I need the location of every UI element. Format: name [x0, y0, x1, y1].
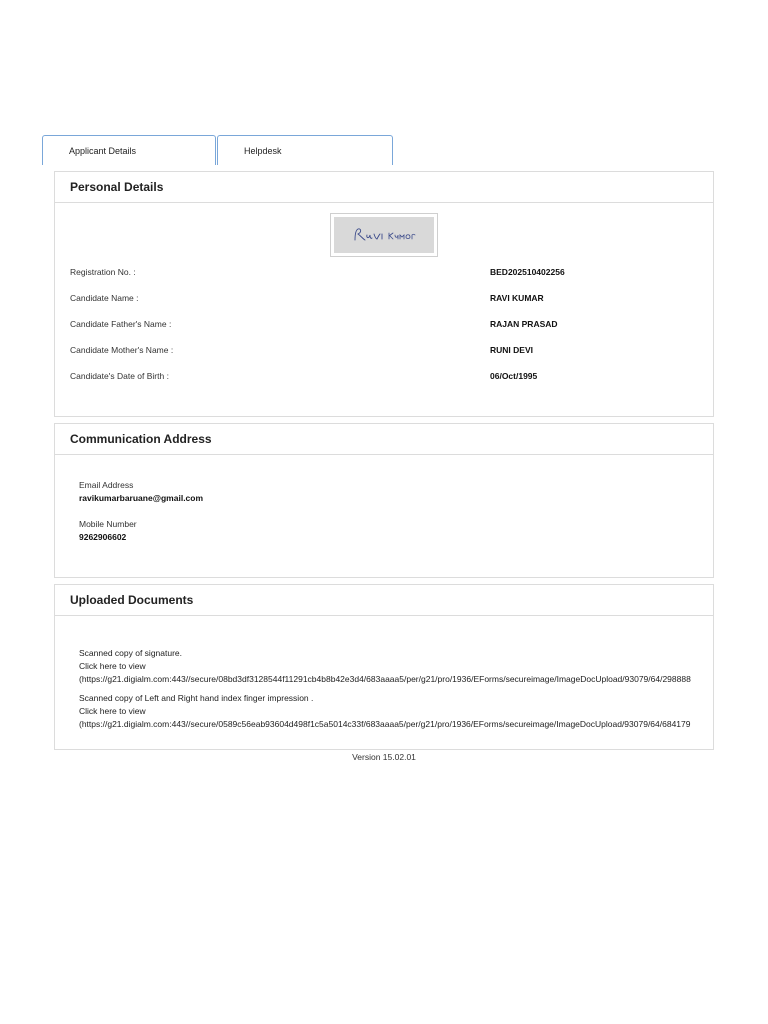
document-name: Scanned copy of Left and Right hand index finger impression .	[79, 693, 314, 703]
registration-label: Registration No. :	[70, 267, 136, 277]
mother-name-value: RUNI DEVI	[490, 345, 533, 355]
candidate-name-row	[70, 293, 698, 307]
father-name-label: Candidate Father's Name :	[70, 319, 172, 329]
tab-label: Applicant Details	[69, 145, 137, 156]
document-name: Scanned copy of signature.	[79, 648, 183, 658]
candidate-name-label: Candidate Name :	[70, 293, 139, 303]
communication-address-panel	[54, 423, 714, 578]
email-value: ravikumarbaruane@gmail.com	[79, 493, 204, 503]
mother-name-label: Candidate Mother's Name :	[70, 345, 174, 355]
registration-value: BED202510402256	[490, 267, 565, 277]
dob-value: 06/Oct/1995	[490, 371, 538, 381]
father-name-value: RAJAN PRASAD	[490, 319, 558, 329]
signature-drawing	[349, 224, 419, 246]
fingerprint-url-link[interactable]: (https://g21.digialm.com:443//secure/0589c56eab93604d498f1c5a5014c33f/683aaaa5/per/g21/pro/1936/EForms/secureimage/ImageDocUpload/93079/64/684179	[79, 719, 691, 729]
tab-label: Helpdesk	[244, 145, 282, 156]
document-item-fingerprint	[79, 692, 691, 731]
registration-row	[70, 267, 698, 281]
email-label: Email Address	[79, 480, 134, 490]
mobile-field	[79, 519, 137, 542]
father-name-row	[70, 319, 698, 333]
mother-name-row	[70, 345, 698, 359]
tab-helpdesk[interactable]	[217, 135, 393, 165]
mobile-value: 9262906602	[79, 532, 127, 542]
signature-image	[330, 213, 438, 257]
candidate-name-value: RAVI KUMAR	[490, 293, 544, 303]
document-item-signature	[79, 647, 691, 686]
signature-url-link[interactable]: (https://g21.digialm.com:443//secure/08bd3df3128544f11291cb4b8b42e3d4/683aaaa5/per/g21/pro/1936/EForms/secureimage/ImageDocUpload/93079/64/298888	[79, 674, 691, 684]
dob-row	[70, 371, 698, 385]
view-signature-link[interactable]: Click here to view	[79, 661, 146, 671]
tab-bar	[42, 135, 393, 166]
mobile-label: Mobile Number	[79, 519, 137, 529]
dob-label: Candidate's Date of Birth :	[70, 371, 169, 381]
email-field	[79, 480, 203, 503]
version-label: Version 15.02.01	[352, 752, 416, 762]
tab-applicant-details[interactable]	[42, 135, 216, 165]
communication-address-title: Communication Address	[55, 424, 713, 455]
personal-details-panel	[54, 171, 714, 417]
uploaded-documents-panel	[54, 584, 714, 750]
uploaded-documents-title: Uploaded Documents	[55, 585, 713, 616]
personal-details-title: Personal Details	[55, 172, 713, 203]
view-fingerprint-link[interactable]: Click here to view	[79, 706, 146, 716]
